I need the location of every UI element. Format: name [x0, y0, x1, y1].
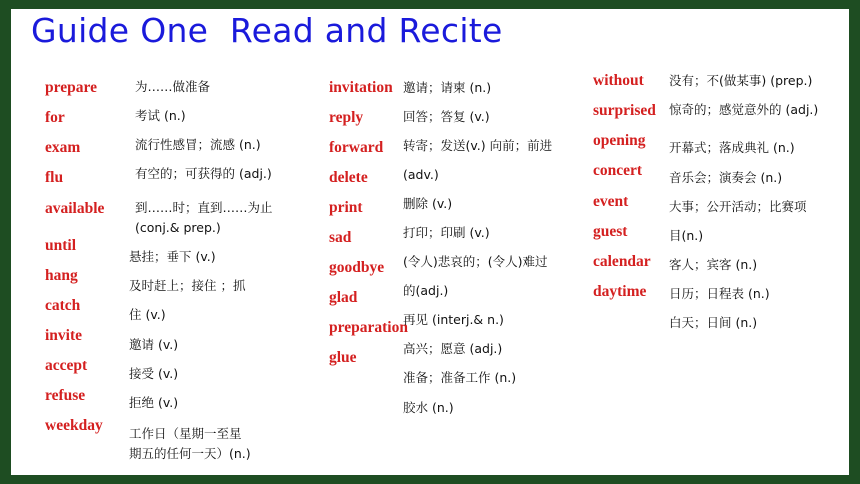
def-line: 白天；日间 (n.) [669, 315, 758, 330]
word-glue: glue [329, 349, 357, 366]
def-line: 拒绝 (v.) [129, 395, 179, 410]
def-line: 流行性感冒；流感 (n.) [135, 137, 261, 152]
def-line: 悬挂；垂下 (v.) [129, 249, 216, 264]
word-accept: accept [45, 357, 88, 374]
word-preparation: preparation [329, 319, 408, 336]
word-weekday: weekday [45, 417, 103, 434]
def-line: (令人)悲哀的；(令人)难过 [403, 254, 548, 269]
def-line: 惊奇的；感觉意外的 (adj.) [669, 102, 819, 117]
def-line: (conj.& prep.) [135, 220, 221, 235]
def-line: 及时赶上；接住 ；抓 [129, 278, 246, 293]
word-flu: flu [45, 169, 64, 186]
word-glad: glad [329, 289, 358, 306]
def-line: 高兴；愿意 (adj.) [403, 341, 503, 356]
word-catch: catch [45, 297, 81, 314]
def-line: 接受 (v.) [129, 366, 179, 381]
slide-title: Guide One Read and Recite [31, 11, 503, 50]
def-line: 期五的任何一天）(n.) [129, 446, 251, 461]
def-line: 住 (v.) [129, 307, 166, 322]
def-line: 打印；印刷 (v.) [403, 225, 490, 240]
def-line: 回答；答复 (v.) [403, 109, 490, 124]
def-line: 再见 (interj.& n.) [403, 312, 504, 327]
def-line: 的(adj.) [403, 283, 449, 298]
word-guest: guest [593, 223, 628, 240]
def-line: 到……时；直到……为止 [135, 200, 273, 215]
word-refuse: refuse [45, 387, 86, 404]
word-available: available [45, 200, 105, 217]
def-line: 没有；不(做某事) (prep.) [669, 73, 813, 88]
def-line: 工作日（星期一至星 [129, 426, 242, 441]
def-line: 日历；日程表 (n.) [669, 286, 770, 301]
word-sad: sad [329, 229, 352, 246]
def-line: 删除 (v.) [403, 196, 453, 211]
def-line: 目(n.) [669, 228, 704, 243]
def-line: 大事；公开活动；比赛项 [669, 199, 807, 214]
word-daytime: daytime [593, 283, 647, 300]
def-line: 邀请 (v.) [129, 337, 179, 352]
word-concert: concert [593, 162, 643, 179]
word-prepare: prepare [45, 79, 97, 96]
def-line: 转寄；发送(v.) 向前；前进 [403, 138, 553, 153]
def-line: 胶水 (n.) [403, 400, 454, 415]
def-line: 客人；宾客 (n.) [669, 257, 758, 272]
word-calendar: calendar [593, 253, 651, 270]
def-line: 开幕式；落成典礼 (n.) [669, 140, 795, 155]
def-line: 考试 (n.) [135, 108, 186, 123]
word-goodbye: goodbye [329, 259, 385, 276]
word-hang: hang [45, 267, 78, 284]
word-invite: invite [45, 327, 83, 344]
def-line: 为……做准备 [135, 79, 211, 94]
word-until: until [45, 237, 77, 254]
def-line: 音乐会；演奏会 (n.) [669, 170, 783, 185]
word-delete: delete [329, 169, 368, 186]
def-line: 准备；准备工作 (n.) [403, 370, 517, 385]
word-exam: exam [45, 139, 81, 156]
word-event: event [593, 193, 629, 210]
word-surprised: surprised [593, 102, 656, 119]
word-forward: forward [329, 139, 384, 156]
def-line: (adv.) [403, 167, 439, 182]
word-reply: reply [329, 109, 364, 126]
word-opening: opening [593, 132, 646, 149]
word-without: without [593, 72, 644, 89]
word-for: for [45, 109, 65, 126]
word-invitation: invitation [329, 79, 393, 96]
slide [11, 9, 849, 475]
def-line: 有空的；可获得的 (adj.) [135, 166, 272, 181]
def-line: 邀请；请柬 (n.) [403, 80, 492, 95]
word-print: print [329, 199, 363, 216]
